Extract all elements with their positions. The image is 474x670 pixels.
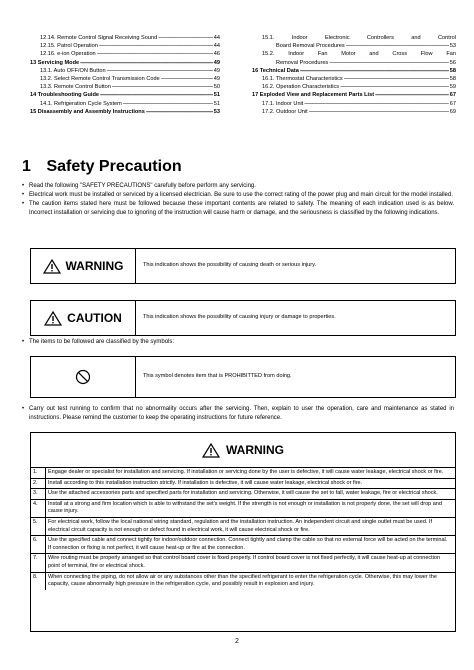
toc-entry-label: 17 Exploded View and Replacement Parts List [252, 92, 375, 99]
bullet-item: • The caution items stated here must be followed because these important contents are related to safety. The meaning of each indication used is as below. Incorrect installation or servicing due to ignoring of the instruction will cause harm or damage, and the seriousness is classified by the following indications. [22, 201, 454, 216]
toc-entry-label: Removal Procedures [276, 59, 329, 66]
toc-entry[interactable] [252, 59, 456, 67]
toc-leader-dots [112, 83, 213, 91]
toc-entry-label: 13.3. Remote Control Button [40, 84, 111, 91]
toc-entry[interactable] [30, 108, 220, 116]
intro-bullets [22, 182, 454, 218]
bullet-text: Read the following "SAFETY PRECAUTIONS" carefully before perform any servicing. [29, 183, 256, 189]
toc-entry-label: 13.2. Select Remote Control Transmission Code [40, 76, 160, 83]
toc-leader-dots [97, 50, 213, 58]
toc-entry-label: 13 Servicing Mode [30, 59, 80, 66]
toc-entry[interactable] [252, 75, 456, 83]
bullet-item: • The items to be followed are classified by the symbols: [22, 338, 454, 347]
warning-row-number: 2. [33, 479, 38, 486]
toc-entry[interactable] [30, 34, 220, 42]
test-bullet [22, 405, 454, 423]
warning-row-text: Install according to this installation instruction strictly. If installation is defective, it will cause water leakage, electrical shock or fire. [45, 479, 455, 489]
toc-leader-dots [375, 91, 449, 99]
toc-entry[interactable] [30, 91, 220, 99]
toc-entry[interactable] [252, 67, 456, 75]
toc-entry-page: 58 [449, 67, 456, 74]
bullet-item: • Read the following "SAFETY PRECAUTIONS" carefully before perform any servicing. [22, 182, 454, 191]
caution-label: CAUTION [67, 311, 122, 325]
caution-triangle-icon [44, 311, 62, 326]
toc-leader-dots [340, 83, 449, 91]
toc-leader-dots [304, 100, 448, 108]
warning-row-text: Use the attached accessories parts and specified parts for installation and servicing. Otherwise, it will cause the set to fall, water leakage, fire or electrical shock. [45, 489, 455, 499]
toc-entry-label: 17.1. Indoor Unit [262, 100, 304, 107]
toc-entry[interactable] [30, 100, 220, 108]
toc-entry[interactable] [30, 50, 220, 58]
warning-row-text: For electrical work, follow the local national wiring standard, regulation and the installation instruction. An independent circuit and single outlet must be used. If electrical circuit capacity is not enough or defect found in electrical work, it will cause electrical shock or fire. [45, 518, 455, 535]
warning-row [31, 518, 455, 536]
warning-row-text: When connecting the piping, do not allow air or any substances other than the specified refrigerant to enter the refrigeration cycle. Otherwise, this may lower the capacity, cause abnormally high pressure in the refrigeration cycle, and possibly result in explosion and injury. [45, 573, 455, 590]
warning-table [30, 432, 456, 632]
toc-leader-dots [123, 100, 213, 108]
warning-row-number: 8. [33, 573, 38, 580]
toc-entry-label: 13.1. Auto OFF/ON Button [40, 67, 106, 74]
toc-entry-label: 12.15. Patrol Operation [40, 43, 98, 50]
warning-row-text: Install at a strong and firm location which is able to withstand the set's weight. If the strength is not enough or installation is not properly done, the set will drop and cause injury. [45, 500, 455, 517]
toc-entry-heading-text: 15.1. Indoor Electronic Controllers and Control [262, 35, 456, 41]
toc-entry[interactable] [252, 83, 456, 91]
toc-entry-label: 15 Disassembly and Assembly Instructions [30, 108, 145, 115]
warning-row-number: 7. [33, 555, 38, 562]
toc-entry-page: 53 [213, 108, 220, 115]
warning-description: This indication shows the possibility of causing death or serious injury. [143, 262, 317, 268]
toc-entry-page: 49 [213, 59, 220, 66]
warning-row [31, 573, 455, 590]
toc-entry[interactable] [30, 67, 220, 75]
toc-entry[interactable] [30, 42, 220, 50]
prohibit-description: This symbol denotes item that is PROHIBITTED from doing. [143, 373, 292, 379]
warning-row [31, 489, 455, 500]
warning-row-number: 3. [33, 490, 38, 497]
toc-leader-dots [344, 75, 449, 83]
warning-row [31, 500, 455, 518]
toc-entry[interactable] [252, 108, 456, 116]
toc-entry-label: 12.14. Remote Control Signal Receiving Sound [40, 35, 158, 41]
page-number: 2 [235, 638, 239, 645]
prohibited-icon [75, 369, 91, 385]
toc-entry-heading[interactable] [252, 50, 456, 58]
section-title: Safety Precaution [46, 158, 182, 175]
bullet-item: • Carry out test running to confirm that no abnormality occurs after the servicing. Then, explain to user the operation, care and maintenance as stated in instructions. Please remind the customer to keep the operating instructions for future reference. [22, 406, 454, 421]
caution-box [30, 300, 456, 336]
warning-row [31, 554, 455, 572]
toc-entry-label: 14.1. Refrigeration Cycle System [40, 100, 122, 107]
toc-entry-label: 17.2. Outdoor Unit [262, 108, 308, 115]
toc-leader-dots [158, 34, 213, 42]
toc-entry-page: 58 [449, 76, 456, 83]
warning-label: WARNING [65, 259, 124, 273]
bullet-item: • Electrical work must be installed or serviced by a licensed electrician. Be sure to use the correct rating of the power plug and main circuit for the model installed. [22, 192, 453, 198]
toc-entry-page: 56 [449, 59, 456, 66]
warning-row-text: Engage dealer or specialist for installation and servicing. If installation or servicing done by the user is defective, it will cause water leakage, electrical shock or fire. [45, 468, 455, 478]
toc-leader-dots [80, 59, 213, 67]
warning-triangle-icon [43, 259, 61, 274]
toc-entry[interactable] [252, 100, 456, 108]
toc-entry[interactable] [252, 42, 456, 50]
toc-entry-label: 12.16. e-ion Operation [40, 51, 96, 58]
toc-entry-page: 59 [449, 84, 456, 91]
toc-entry-page: 67 [449, 100, 456, 107]
toc-entry-page: 67 [449, 92, 456, 99]
toc-entry-label: 14 Troubleshooting Guide [30, 92, 99, 99]
warning-triangle-icon [202, 443, 220, 458]
toc-right [252, 34, 456, 116]
warning-row-number: 6. [33, 537, 38, 544]
toc-leader-dots [346, 42, 449, 50]
toc-entry-page: 46 [213, 51, 220, 58]
toc-entry[interactable] [30, 75, 220, 83]
toc-leader-dots [161, 75, 213, 83]
toc-entry-page: 51 [213, 100, 220, 107]
toc-entry-page: 51 [213, 92, 220, 99]
toc-entry-page: 44 [213, 35, 220, 41]
warning-row [31, 468, 455, 479]
section-number: 1 [22, 158, 31, 175]
bullet-text: Carry out test running to confirm that no abnormality occurs after the servicing. Then, explain to user the operation, care and maintenance as stated in instructions. Please remind the customer to keep the operating instructions for future reference. [29, 406, 454, 421]
bullet-text: The items to be followed are classified by the symbols: [29, 339, 175, 345]
toc-entry-page: 69 [449, 108, 456, 115]
caution-description: This indication shows the possibility of causing injury or damage to properties. [143, 314, 336, 320]
warning-box [30, 248, 456, 284]
toc-entry-label: 16 Technical Data [252, 67, 299, 74]
toc-entry[interactable] [252, 91, 456, 99]
warning-row-text: Use the specified cable and connect tightly for indoor/outdoor connection. Connect tightly and clamp the cable so that no external force will be acted on the terminal. If connection or fixing is not perfect, it will cause heat-up or fire at the connection. [45, 536, 455, 553]
warning-row-text: Wire routing must be properly arranged so that control board cover is fixed properly. If control board cover is not fixed perfectly, it will cause heat-up at connection point of terminal, fire or electrical shock. [45, 554, 455, 571]
toc-left [30, 34, 220, 116]
warning-row-number: 4. [33, 500, 38, 507]
toc-leader-dots [100, 91, 213, 99]
toc-entry-label: 16.1. Thermostat Characteristics [262, 76, 343, 83]
warning-row [31, 536, 455, 554]
toc-entry-heading[interactable] [252, 34, 456, 42]
section-heading [22, 158, 182, 176]
warning-table-title: WARNING [226, 443, 284, 457]
toc-entry-page: 49 [213, 67, 220, 74]
toc-entry-label: Board Removal Procedures [276, 43, 345, 50]
bullet-text: Electrical work must be installed or serviced by a licensed electrician. Be sure to use the correct rating of the power plug and main circuit for the model installed. [29, 192, 453, 198]
toc-leader-dots [107, 67, 213, 75]
toc-leader-dots [99, 42, 213, 50]
toc-entry-label: 16.2. Operation Characteristics [262, 84, 340, 91]
toc-leader-dots [300, 67, 449, 75]
warning-row [31, 479, 455, 490]
symbols-bullet [22, 338, 454, 347]
toc-entry-page: 44 [213, 43, 220, 50]
toc-entry[interactable] [30, 83, 220, 91]
toc-entry-page: 50 [213, 84, 220, 91]
toc-leader-dots [309, 108, 449, 116]
prohibit-box [30, 356, 456, 398]
warning-table-rows [31, 468, 455, 590]
warning-row-number: 5. [33, 518, 38, 525]
toc-leader-dots [329, 59, 449, 67]
toc-entry-heading-text: 15.2. Indoor Fan Motor and Cross Flow Fan [262, 51, 456, 58]
toc-entry-page: 53 [449, 43, 456, 50]
warning-row-number: 1. [33, 469, 38, 475]
toc-entry[interactable] [30, 59, 220, 67]
warning-table-header [31, 433, 455, 468]
toc-entry-page: 49 [213, 76, 220, 83]
bullet-text: The caution items stated here must be followed because these important contents are related to safety. The meaning of each indication used is as below. Incorrect installation or servicing due to ignoring of the instruction will cause harm or damage, and the seriousness is classified by the following indications. [29, 201, 454, 216]
toc-leader-dots [146, 108, 213, 116]
